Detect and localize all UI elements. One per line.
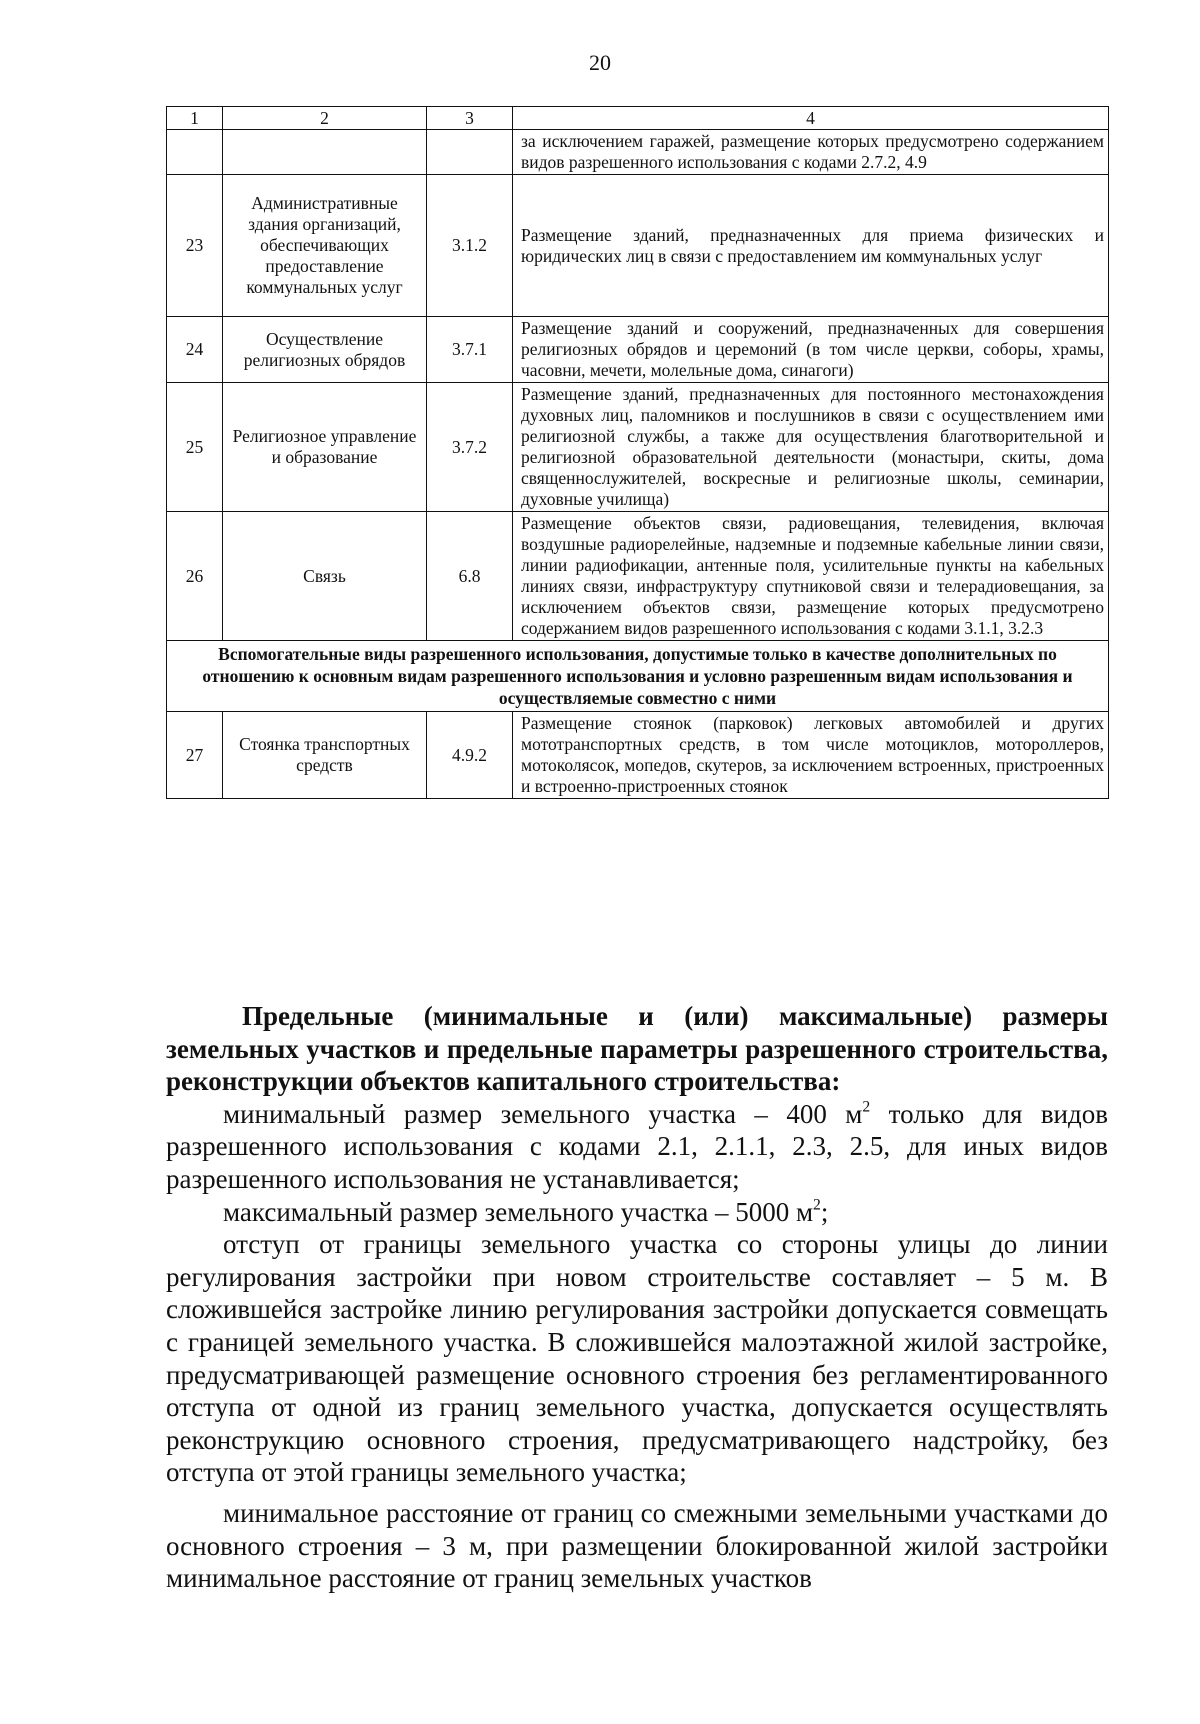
header-col-3: 3 bbox=[427, 107, 513, 130]
table-row-continuation bbox=[167, 130, 1109, 175]
row-number: 23 bbox=[167, 175, 223, 317]
superscript: 2 bbox=[862, 1098, 871, 1116]
paragraph-min-distance: минимальное расстояние от границ со смежными земельными участками до основного строения – 3 м, при размещении блокированной жилой застройки минимальное расстояние от границ земельных участков bbox=[166, 1497, 1108, 1594]
header-col-4: 4 bbox=[513, 107, 1109, 130]
use-type-name: Административные здания организаций, обеспечивающих предоставление коммунальных услуг bbox=[223, 175, 427, 317]
header-col-1: 1 bbox=[167, 107, 223, 130]
table-row bbox=[167, 712, 1109, 799]
text-run: минимальный размер земельного участка – 400 м bbox=[223, 1098, 863, 1129]
parameters-heading: Предельные (минимальные и (или) максимальные) размеры земельных участков и предельные параметры разрешенного строительства, реконструкции объектов капитального строительства: bbox=[166, 1001, 1108, 1097]
text-run: только для видов разрешенного использования с кодами 2.1, 2.1.1, 2.3, 2.5, для иных видов разрешенного использования не устанавливается; bbox=[166, 1098, 1108, 1194]
use-type-description: Размещение стоянок (парковок) легковых автомобилей и других мототранспортных средств, в том числе мотоциклов, мотороллеров, мотоколясок, мопедов, скутеров, за исключением встроенных, пристроенных и встроенно-пристроенных стоянок bbox=[513, 712, 1109, 799]
text-run: максимальный размер земельного участка – 5000 м bbox=[223, 1196, 814, 1227]
table-row bbox=[167, 317, 1109, 383]
table-row bbox=[167, 175, 1109, 317]
use-type-name: Стоянка транспортных средств bbox=[223, 712, 427, 799]
use-type-description: Размещение объектов связи, радиовещания, телевидения, включая воздушные радиорелейные, надземные и подземные кабельные линии связи, линии радиофикации, антенные поля, усилительные пункты на кабельных линиях связи, инфраструктуру спутниковой связи и телерадиовещания, за исключением объектов связи, размещение которых предусмотрено содержанием видов разрешенного использования с кодами 3.1.1, 3.2.3 bbox=[513, 512, 1109, 641]
row-number: 24 bbox=[167, 317, 223, 383]
use-type-code: 3.1.2 bbox=[427, 175, 513, 317]
paragraph-setback: отступ от границы земельного участка со стороны улицы до линии регулирования застройки при новом строительстве составляет – 5 м. В сложившейся застройке линию регулирования застройки допускается совмещать с границей земельного участка. В сложившейся малоэтажной жилой застройке, предусматривающей размещение основного строения без регламентированного отступа от одной из границ земельного участка, допускается осуществлять реконструкцию основного строения, предусматривающего надстройку, без отступа от этой границы земельного участка; bbox=[166, 1229, 1108, 1488]
section-heading-row bbox=[167, 641, 1109, 712]
use-type-code bbox=[427, 130, 513, 175]
regulations-text bbox=[166, 1000, 1108, 1595]
use-type-name: Религиозное управление и образование bbox=[223, 383, 427, 512]
use-type-name: Осуществление религиозных обрядов bbox=[223, 317, 427, 383]
use-type-code: 4.9.2 bbox=[427, 712, 513, 799]
use-type-description: Размещение зданий и сооружений, предназначенных для совершения религиозных обрядов и церемоний (в том числе церкви, соборы, храмы, часовни, мечети, молельные дома, синагоги) bbox=[513, 317, 1109, 383]
use-type-code: 3.7.1 bbox=[427, 317, 513, 383]
use-type-code: 3.7.2 bbox=[427, 383, 513, 512]
land-use-table bbox=[166, 106, 1109, 799]
use-type-name: Связь bbox=[223, 512, 427, 641]
table-row bbox=[167, 383, 1109, 512]
auxiliary-uses-heading: Вспомогательные виды разрешенного использования, допустимые только в качестве дополнительных по отношению к основным видам разрешенного использования и условно разрешенным видам использования и осуществляемые совместно с ними bbox=[167, 641, 1109, 712]
table-header-row bbox=[167, 107, 1109, 130]
use-type-description: Размещение зданий, предназначенных для приема физических и юридических лиц в связи с предоставлением им коммунальных услуг bbox=[513, 175, 1109, 317]
text-run: ; bbox=[820, 1196, 829, 1227]
header-col-2: 2 bbox=[223, 107, 427, 130]
row-number: 25 bbox=[167, 383, 223, 512]
use-type-description: Размещение зданий, предназначенных для постоянного местонахождения духовных лиц, паломников и послушников в связи с осуществлением ими религиозной службы, а также для осуществления благотворительной и религиозной образовательной деятельности (монастыри, скиты, дома священнослужителей, воскресные и религиозные школы, семинарии, духовные училища) bbox=[513, 383, 1109, 512]
page-number: 20 bbox=[589, 50, 611, 75]
row-number: 26 bbox=[167, 512, 223, 641]
paragraph-min-plot-size bbox=[166, 1098, 1108, 1196]
table-row bbox=[167, 512, 1109, 641]
row-number: 27 bbox=[167, 712, 223, 799]
use-type-name bbox=[223, 130, 427, 175]
paragraph-max-plot-size bbox=[166, 1196, 1108, 1229]
superscript: 2 bbox=[813, 1195, 821, 1213]
use-type-description: за исключением гаражей, размещение которых предусмотрено содержанием видов разрешенного использования с кодами 2.7.2, 4.9 bbox=[513, 130, 1109, 175]
row-number bbox=[167, 130, 223, 175]
use-type-code: 6.8 bbox=[427, 512, 513, 641]
